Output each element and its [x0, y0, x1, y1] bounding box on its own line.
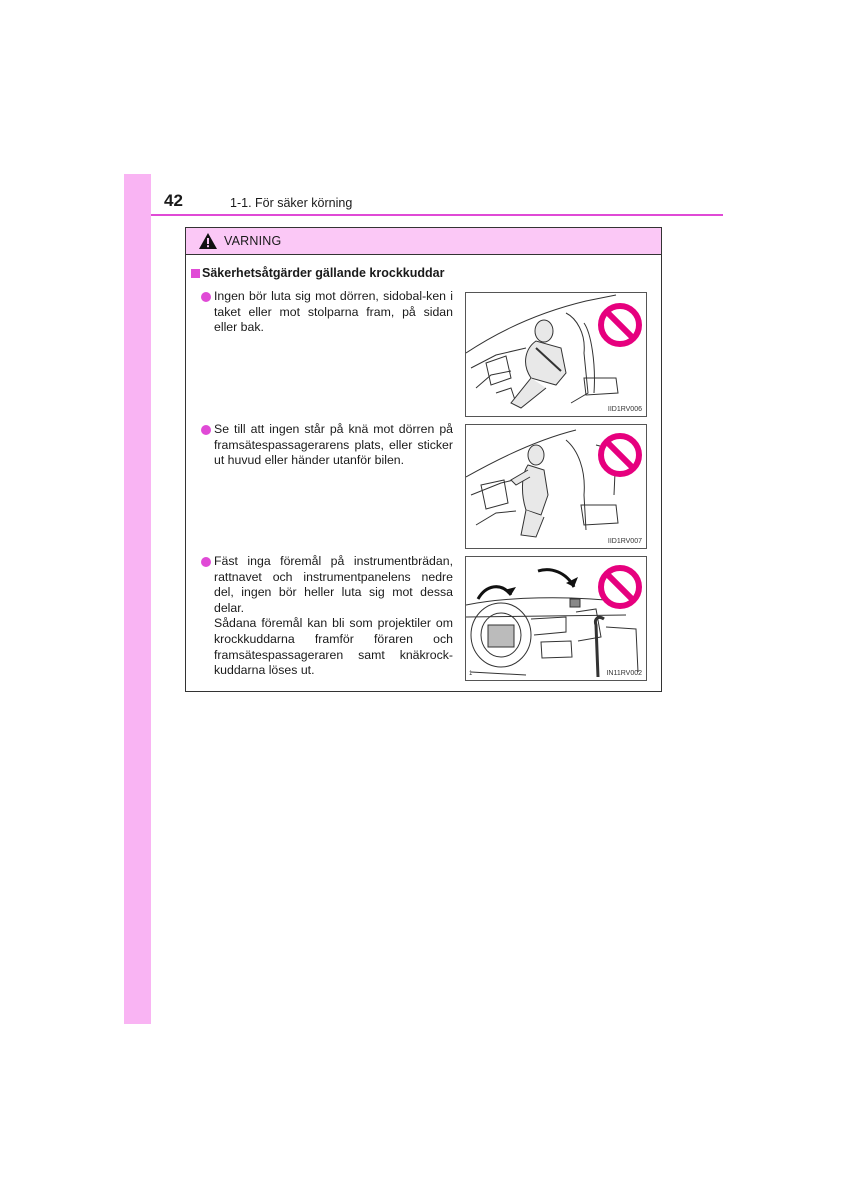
prohibition-icon — [596, 431, 644, 479]
prohibition-icon — [596, 301, 644, 349]
figure-code: IID1RV007 — [607, 538, 642, 545]
warning-label: VARNING — [224, 234, 282, 248]
item-text: Se till att ingen står på knä mot dörren på framsätespassagerarens plats, eller sticker ut huvud eller händer utanför bilen. — [214, 422, 453, 468]
item-text: Fäst inga föremål på instrumentbrädan, rattnavet och instrumentpanelens nedre del, ingen bör heller luta sig mot dessa delar. — [214, 554, 453, 615]
warning-box — [185, 227, 662, 692]
section-title: 1-1. För säker körning — [230, 196, 353, 210]
warning-triangle-icon — [198, 232, 218, 250]
item-text: Sådana föremål kan bli som projektiler om krockkuddarna framför föraren och framsätespassageraren samt knäkrock-kuddarna löses ut. — [214, 616, 453, 678]
round-bullet-icon — [201, 425, 211, 435]
figure-kneeling — [465, 424, 647, 549]
figure-code: IID1RV006 — [607, 406, 642, 413]
figure-code: IN11RV002 — [606, 670, 642, 677]
round-bullet-icon — [201, 292, 211, 302]
warning-item-3 — [201, 554, 453, 679]
side-tab — [124, 174, 151, 1024]
round-bullet-icon — [201, 557, 211, 567]
figure-dashboard-objects — [465, 556, 647, 681]
warning-subheading — [191, 266, 444, 280]
prohibition-icon — [596, 563, 644, 611]
page-number: 42 — [164, 191, 183, 210]
warning-bar — [186, 228, 661, 255]
warning-item-1 — [201, 289, 453, 336]
figure-marker: 1 — [469, 671, 473, 677]
item-text: Ingen bör luta sig mot dörren, sidobal-ken i taket eller mot stolparna fram, på sidan eller bak. — [214, 289, 453, 335]
header-rule — [151, 214, 723, 216]
subheading-text: Säkerhetsåtgärder gällande krockkuddar — [202, 266, 445, 280]
square-bullet-icon — [191, 269, 200, 278]
warning-item-2 — [201, 422, 453, 469]
figure-lean-on-door — [465, 292, 647, 417]
